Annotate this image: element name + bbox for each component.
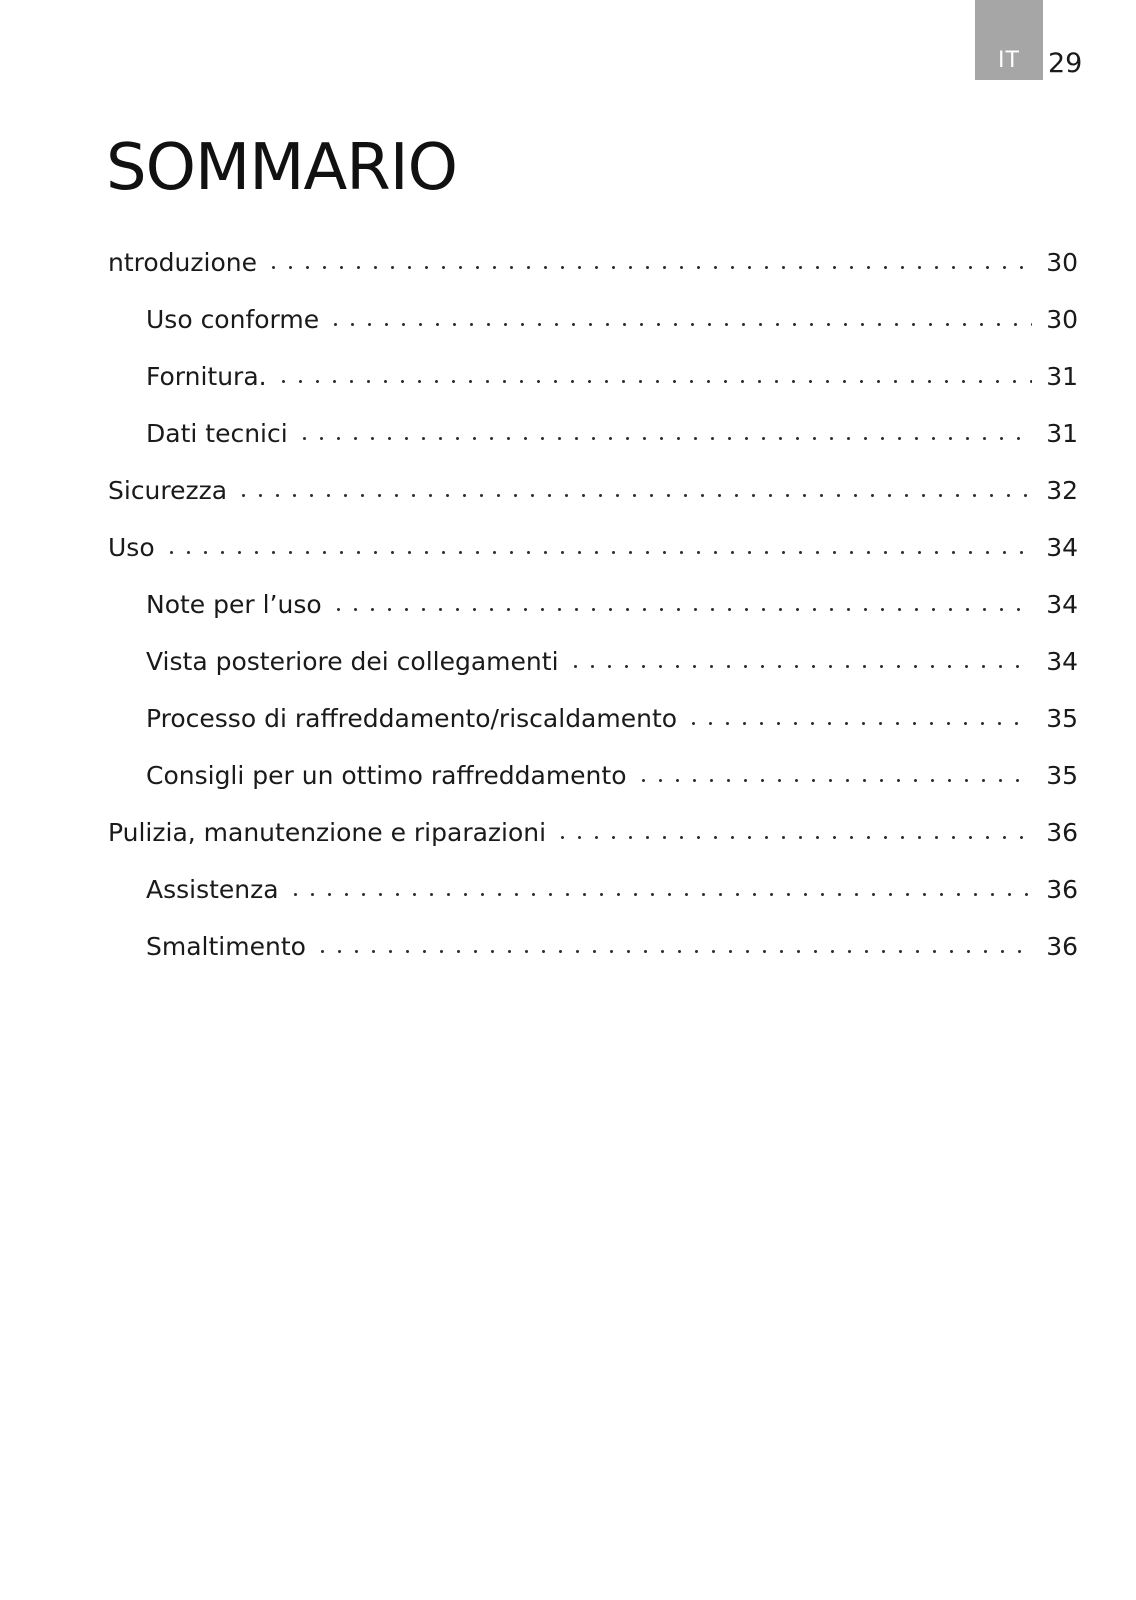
toc-entry-title: Pulizia, manutenzione e riparazioni	[108, 818, 547, 847]
toc-entry-title: ntroduzione	[108, 248, 257, 277]
toc-entry-page: 30	[1046, 248, 1078, 277]
toc-entry-title: Sicurezza	[108, 476, 228, 505]
dot-leader	[235, 494, 1032, 497]
dot-leader	[287, 893, 1033, 896]
toc-entry-title: Assistenza	[146, 875, 279, 904]
toc-entry-page: 35	[1046, 761, 1078, 790]
toc-entry-title: Uso conforme	[146, 305, 320, 334]
toc-entry[interactable]	[108, 633, 1078, 690]
toc-entry-page: 32	[1046, 476, 1078, 505]
toc-entry[interactable]	[108, 804, 1078, 861]
toc-entry[interactable]	[108, 861, 1078, 918]
toc-entry-title: Note per l’uso	[146, 590, 322, 619]
dot-leader	[296, 437, 1033, 440]
toc-entry-page: 31	[1046, 362, 1078, 391]
toc-entry[interactable]	[108, 291, 1078, 348]
toc-entry[interactable]	[108, 405, 1078, 462]
dot-leader	[275, 380, 1033, 383]
toc-entry-title: Dati tecnici	[146, 419, 288, 448]
toc-entry-page: 36	[1046, 875, 1078, 904]
dot-leader	[327, 323, 1032, 326]
toc-entry-page: 34	[1046, 647, 1078, 676]
toc-entry[interactable]	[108, 519, 1078, 576]
toc-entry[interactable]	[108, 747, 1078, 804]
toc-entry[interactable]	[108, 234, 1078, 291]
toc-entry-title: Consigli per un ottimo raffreddamento	[146, 761, 627, 790]
dot-leader	[314, 950, 1032, 953]
page-title: SOMMARIO	[106, 131, 457, 205]
toc-entry[interactable]	[108, 576, 1078, 633]
dot-leader	[330, 608, 1033, 611]
dot-leader	[554, 836, 1032, 839]
toc-entry[interactable]	[108, 462, 1078, 519]
toc-entry-page: 36	[1046, 818, 1078, 847]
toc-entry[interactable]	[108, 348, 1078, 405]
toc-entry-page: 34	[1046, 533, 1078, 562]
dot-leader	[635, 779, 1033, 782]
dot-leader	[265, 266, 1032, 269]
toc-entry-title: Vista posteriore dei collegamenti	[146, 647, 559, 676]
toc-entry-title: Processo di raffreddamento/riscaldamento	[146, 704, 678, 733]
dot-leader	[567, 665, 1033, 668]
toc-entry[interactable]	[108, 690, 1078, 747]
toc-entry-page: 30	[1046, 305, 1078, 334]
toc-entry-page: 35	[1046, 704, 1078, 733]
toc-entry-title: Uso	[108, 533, 155, 562]
dot-leader	[685, 722, 1032, 725]
table-of-contents	[108, 234, 1078, 975]
dot-leader	[163, 551, 1033, 554]
page-number: 29	[1048, 48, 1083, 79]
toc-entry-title: Smaltimento	[146, 932, 306, 961]
toc-entry-page: 36	[1046, 932, 1078, 961]
toc-entry-page: 31	[1046, 419, 1078, 448]
toc-entry[interactable]	[108, 918, 1078, 975]
toc-entry-page: 34	[1046, 590, 1078, 619]
toc-entry-title: Fornitura.	[146, 362, 267, 391]
language-tab: IT	[975, 0, 1043, 80]
